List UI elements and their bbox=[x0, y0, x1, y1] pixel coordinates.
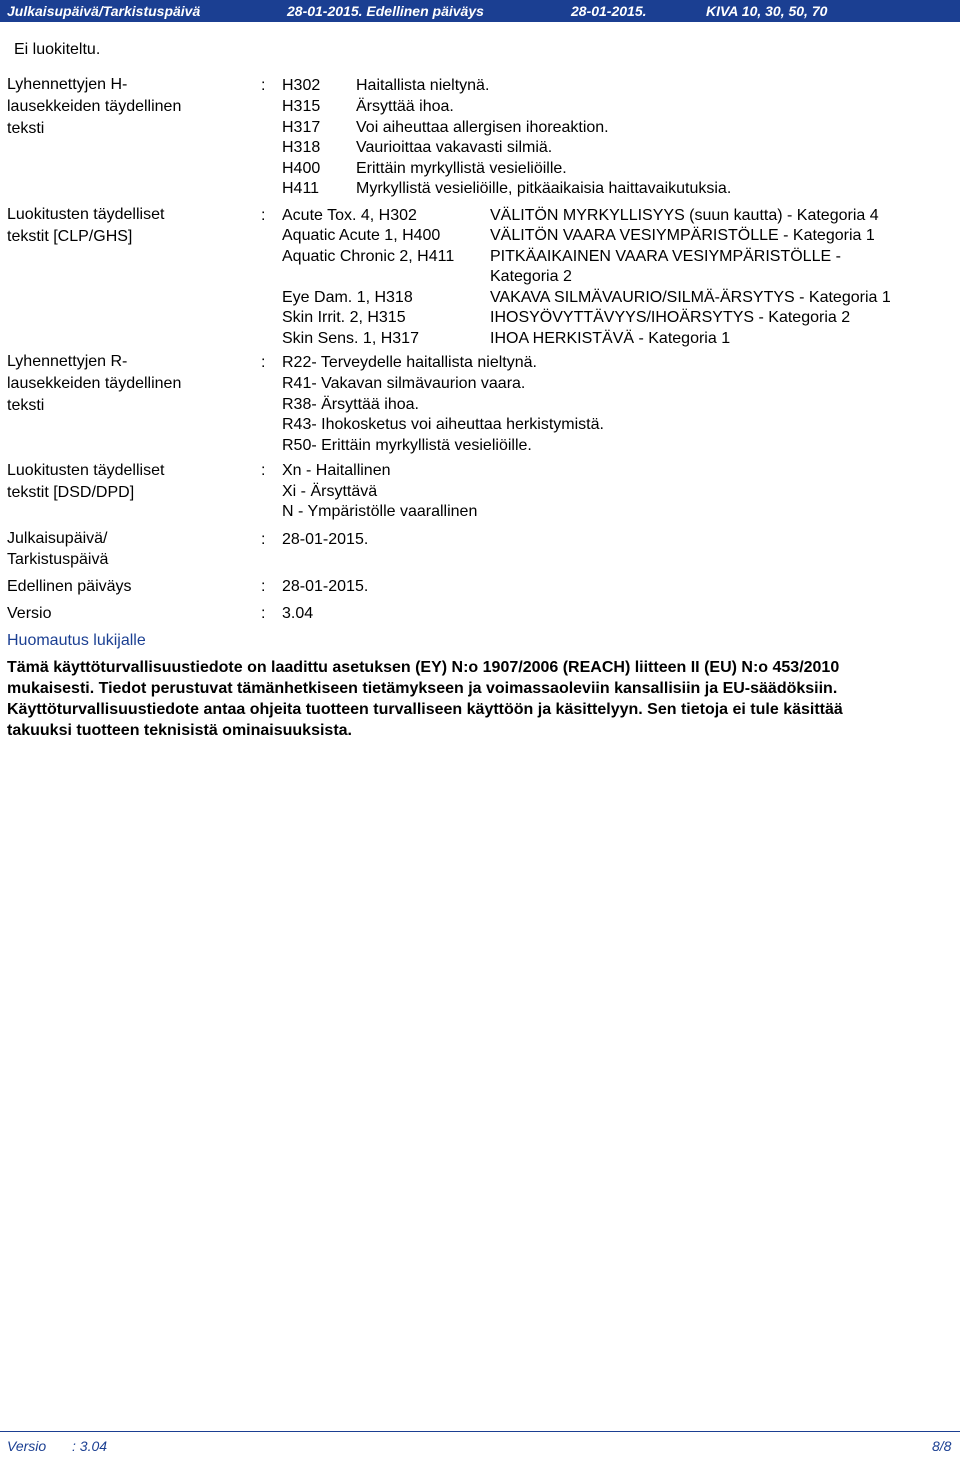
not-classified-text: Ei luokiteltu. bbox=[14, 41, 101, 58]
colon: : bbox=[261, 531, 266, 548]
clp-label-1: Luokitusten täydelliset bbox=[7, 206, 165, 223]
dsd-label-1: Luokitusten täydelliset bbox=[7, 462, 165, 479]
dsd-label-2: tekstit [DSD/DPD] bbox=[7, 484, 135, 501]
h-code: H400 bbox=[282, 160, 321, 177]
version-value: 3.04 bbox=[282, 605, 314, 622]
publish-date-value: 28-01-2015. bbox=[282, 531, 369, 548]
dsd-item: N - Ympäristölle vaarallinen bbox=[282, 503, 478, 520]
reader-note-line: Tämä käyttöturvallisuustiedote on laadittu asetuksen (EY) N:o 1907/2006 (REACH) liitteen II (EU) N:o 453/2010 bbox=[7, 659, 840, 676]
h-statements-label-3: teksti bbox=[7, 120, 45, 137]
h-code: H411 bbox=[282, 180, 320, 197]
h-statements-label-2: lausekkeiden täydellinen bbox=[7, 98, 182, 115]
reader-note-line: Käyttöturvallisuustiedote antaa ohjeita tuotteen turvalliseen käyttöön ja käsittelyyn. Sen tietoja ei tule käsittää bbox=[7, 701, 843, 718]
colon: : bbox=[261, 77, 266, 94]
clp-class: Aquatic Acute 1, H400 bbox=[282, 227, 441, 244]
r-phrase: R50- Erittäin myrkyllistä vesieliöille. bbox=[282, 437, 532, 454]
footer-version-value: : 3.04 bbox=[72, 1438, 108, 1454]
reader-note-line: mukaisesti. Tiedot perustuvat tämänhetkiseen tietämykseen ja voimassaoleviin kansallisiin ja EU-säädöksiin. bbox=[7, 680, 838, 697]
header-product: KIVA 10, 30, 50, 70 bbox=[706, 3, 828, 19]
clp-desc-cont: Kategoria 2 bbox=[490, 268, 572, 285]
h-statements-label-1: Lyhennettyjen H- bbox=[7, 76, 128, 93]
clp-class: Skin Irrit. 2, H315 bbox=[282, 309, 406, 326]
colon: : bbox=[261, 578, 266, 595]
clp-desc: IHOSYÖVYTTÄVYYS/IHOÄRSYTYS - Kategoria 2 bbox=[490, 309, 851, 326]
clp-desc: PITKÄAIKAINEN VAARA VESIYMPÄRISTÖLLE - bbox=[490, 248, 841, 265]
dsd-item: Xi - Ärsyttävä bbox=[282, 483, 378, 500]
footer-version-label: Versio bbox=[7, 1438, 47, 1454]
r-phrase: R43- Ihokosketus voi aiheuttaa herkistymistä. bbox=[282, 416, 604, 433]
clp-desc: VAKAVA SILMÄVAURIO/SILMÄ-ÄRSYTYS - Kategoria 1 bbox=[490, 289, 891, 306]
header-date-label: Julkaisupäivä/Tarkistuspäivä bbox=[7, 3, 201, 19]
publish-date-label-1: Julkaisupäivä/ bbox=[7, 530, 108, 547]
header-bar bbox=[0, 0, 960, 22]
h-text: Voi aiheuttaa allergisen ihoreaktion. bbox=[356, 119, 609, 136]
reader-note-line: takuuksi tuotteen teknisistä ominaisuuksista. bbox=[7, 722, 352, 739]
clp-class: Aquatic Chronic 2, H411 bbox=[282, 248, 455, 265]
version-label: Versio bbox=[7, 605, 52, 622]
h-code: H315 bbox=[282, 98, 321, 115]
footer-divider bbox=[0, 1431, 960, 1432]
clp-class: Acute Tox. 4, H302 bbox=[282, 207, 417, 224]
h-text: Vaurioittaa vakavasti silmiä. bbox=[356, 139, 553, 156]
h-text: Ärsyttää ihoa. bbox=[356, 98, 454, 115]
dsd-item: Xn - Haitallinen bbox=[282, 462, 391, 479]
header-date-value: 28-01-2015. Edellinen päiväys bbox=[287, 3, 484, 19]
h-text: Haitallista nieltynä. bbox=[356, 77, 490, 94]
r-phrase: R22- Terveydelle haitallista nieltynä. bbox=[282, 354, 537, 371]
previous-date-label: Edellinen päiväys bbox=[7, 578, 132, 595]
h-text: Erittäin myrkyllistä vesieliöille. bbox=[356, 160, 567, 177]
clp-desc: VÄLITÖN VAARA VESIYMPÄRISTÖLLE - Kategoria 1 bbox=[490, 227, 875, 244]
colon: : bbox=[261, 605, 266, 622]
r-phrase: R41- Vakavan silmävaurion vaara. bbox=[282, 375, 526, 392]
r-phrase: R38- Ärsyttää ihoa. bbox=[282, 396, 419, 413]
publish-date-label-2: Tarkistuspäivä bbox=[7, 551, 109, 568]
reader-note-title: Huomautus lukijalle bbox=[7, 632, 146, 649]
r-phrases-label-2: lausekkeiden täydellinen bbox=[7, 375, 182, 392]
r-phrases-label-1: Lyhennettyjen R- bbox=[7, 353, 128, 370]
clp-desc: IHOA HERKISTÄVÄ - Kategoria 1 bbox=[490, 330, 731, 347]
h-code: H318 bbox=[282, 139, 321, 156]
r-phrases-label-3: teksti bbox=[7, 397, 45, 414]
reader-note bbox=[7, 657, 953, 741]
h-code: H317 bbox=[282, 119, 321, 136]
h-code: H302 bbox=[282, 77, 321, 94]
clp-class: Eye Dam. 1, H318 bbox=[282, 289, 413, 306]
colon: : bbox=[261, 354, 266, 371]
footer-page-number: 8/8 bbox=[932, 1438, 952, 1454]
previous-date-value: 28-01-2015. bbox=[282, 578, 369, 595]
clp-label-2: tekstit [CLP/GHS] bbox=[7, 228, 133, 245]
colon: : bbox=[261, 462, 266, 479]
h-text: Myrkyllistä vesieliöille, pitkäaikaisia haittavaikutuksia. bbox=[356, 180, 732, 197]
clp-class: Skin Sens. 1, H317 bbox=[282, 330, 419, 347]
clp-desc: VÄLITÖN MYRKYLLISYYS (suun kautta) - Kategoria 4 bbox=[490, 207, 879, 224]
header-prev-date: 28-01-2015. bbox=[571, 3, 647, 19]
colon: : bbox=[261, 207, 266, 224]
